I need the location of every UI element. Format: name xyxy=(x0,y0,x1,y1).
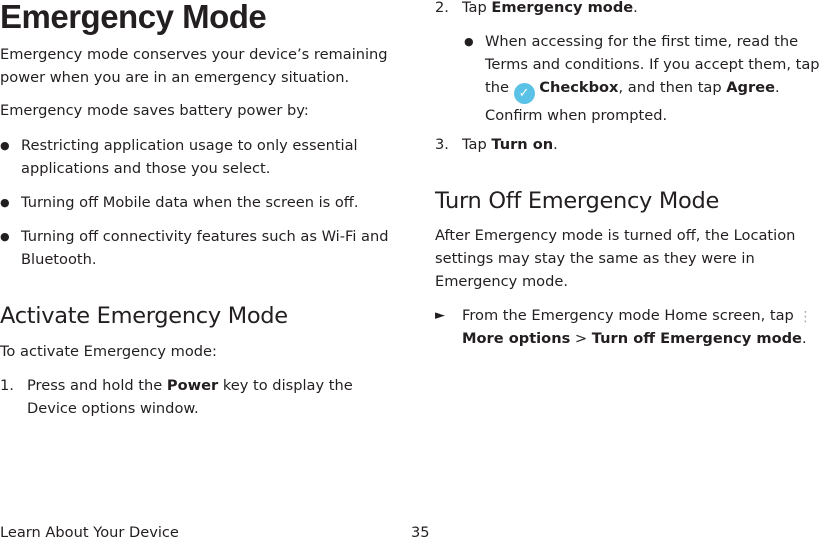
activate-lead: To activate Emergency mode: xyxy=(0,343,217,360)
bullet-icon: ● xyxy=(0,230,10,243)
emergency-mode-label: Emergency mode xyxy=(491,0,634,16)
turn-off-heading: Turn Off Emergency Mode xyxy=(435,188,720,214)
more-options-icon: ⋮ xyxy=(798,309,813,325)
bullet-text: When accessing for the first time, read the Terms and conditions. If you accept them, tap the xyxy=(485,33,820,96)
arrow-icon: ► xyxy=(435,308,445,323)
step-number: 2. xyxy=(435,0,449,16)
bullet-text: Turning off connectivity features such as Wi-Fi and Bluetooth. xyxy=(21,228,389,268)
agree-label: Agree xyxy=(726,79,775,96)
intro-paragraph: Emergency mode conserves your device’s remaining power when you are in an emergency situation. xyxy=(0,46,388,86)
bullet-icon: ● xyxy=(0,139,10,152)
checkbox-icon: ✓ xyxy=(514,83,535,104)
activate-heading: Activate Emergency Mode xyxy=(0,303,288,329)
step-3 xyxy=(435,133,558,156)
step-text: . xyxy=(553,136,558,153)
separator: > xyxy=(570,330,592,347)
step-text: From the Emergency mode Home screen, tap xyxy=(462,307,799,324)
turn-off-step xyxy=(435,304,831,350)
turn-off-label: Turn off Emergency mode xyxy=(591,330,802,347)
bullet-item xyxy=(0,191,421,214)
step-1 xyxy=(0,374,407,420)
step-number: 1. xyxy=(0,377,14,394)
turn-on-label: Turn on xyxy=(491,136,554,153)
step-number: 3. xyxy=(435,136,449,153)
page-number: 35 xyxy=(411,524,430,541)
step-text: Tap xyxy=(462,136,492,153)
saves-lead: Emergency mode saves battery power by: xyxy=(0,102,309,119)
checkbox-label: Checkbox xyxy=(539,79,619,96)
step-text: Press and hold the xyxy=(27,377,167,394)
turn-off-paragraph: After Emergency mode is turned off, the Location settings may stay the same as they were in Emergency mode. xyxy=(435,227,796,290)
bullet-item xyxy=(0,225,401,271)
more-options-label: More options xyxy=(462,330,571,347)
step-text: Tap xyxy=(462,0,492,16)
step-text: . xyxy=(801,330,807,347)
bullet-icon: ● xyxy=(0,196,10,209)
bullet-text: Restricting application usage to only essential applications and those you select. xyxy=(21,137,358,177)
step-2 xyxy=(435,0,638,19)
bullet-text: , and then tap xyxy=(618,79,727,96)
step-text: key to display the Device options window. xyxy=(27,377,353,417)
step-2-bullet xyxy=(464,30,831,127)
bullet-text: . Confirm when prompted. xyxy=(485,79,780,124)
bullet-icon: ● xyxy=(464,35,474,48)
bullet-item xyxy=(0,134,421,180)
page-title: Emergency Mode xyxy=(0,0,267,35)
footer-section: Learn About Your Device xyxy=(0,524,179,541)
power-key-label: Power xyxy=(166,377,219,394)
step-text: . xyxy=(633,0,638,16)
bullet-text: Turning off Mobile data when the screen is off. xyxy=(21,194,359,211)
